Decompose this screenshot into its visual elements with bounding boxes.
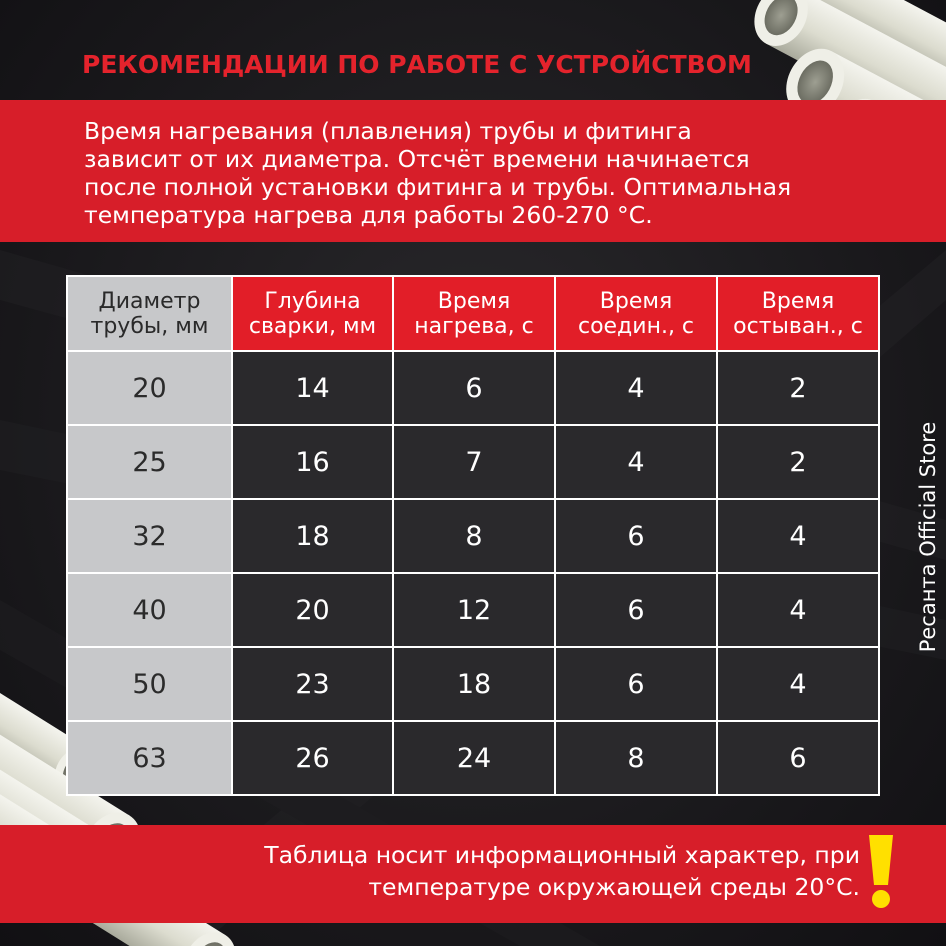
cell-weld-depth: 14	[232, 351, 393, 425]
header-line: Время	[761, 288, 835, 314]
table-row	[67, 721, 879, 795]
header-line: трубы, мм	[90, 313, 209, 339]
intro-line: после полной установки фитинга и трубы. Оптимальная	[84, 173, 792, 201]
intro-line: температура нагрева для работы 260-270 °С.	[84, 201, 653, 229]
header-weld-depth	[232, 276, 393, 351]
cell-weld-depth: 23	[232, 647, 393, 721]
cell-join-time: 8	[555, 721, 717, 795]
table-row	[67, 647, 879, 721]
cell-cool-time: 6	[717, 721, 879, 795]
cell-join-time: 6	[555, 499, 717, 573]
intro-line: Время нагревания (плавления) трубы и фитинга	[84, 117, 692, 145]
header-line: Глубина	[264, 288, 361, 314]
cell-heat-time: 7	[393, 425, 555, 499]
cell-heat-time: 8	[393, 499, 555, 573]
cell-join-time: 6	[555, 573, 717, 647]
header-line: соедин., с	[577, 313, 695, 339]
welding-parameters-table	[66, 275, 880, 796]
page-title: РЕКОМЕНДАЦИИ ПО РАБОТЕ С УСТРОЙСТВОМ	[82, 50, 752, 79]
header-line: Диаметр	[98, 288, 201, 314]
note-text	[160, 839, 860, 903]
table-row	[67, 425, 879, 499]
cell-diameter: 63	[67, 721, 232, 795]
cell-join-time: 4	[555, 351, 717, 425]
table-row	[67, 573, 879, 647]
exclamation-mark-icon	[866, 835, 896, 909]
table-row	[67, 351, 879, 425]
header-line: нагрева, с	[414, 313, 534, 339]
cell-diameter: 32	[67, 499, 232, 573]
header-diameter	[67, 276, 232, 351]
header-heat-time	[393, 276, 555, 351]
note-line: температуре окружающей среды 20°С.	[368, 873, 860, 901]
intro-text	[84, 117, 824, 229]
header-cool-time	[717, 276, 879, 351]
table-header-row	[67, 276, 879, 351]
cell-diameter: 20	[67, 351, 232, 425]
intro-line: зависит от их диаметра. Отсчёт времени начинается	[84, 145, 750, 173]
cell-diameter: 25	[67, 425, 232, 499]
cell-cool-time: 4	[717, 499, 879, 573]
cell-diameter: 50	[67, 647, 232, 721]
cell-diameter: 40	[67, 573, 232, 647]
header-join-time	[555, 276, 717, 351]
cell-weld-depth: 26	[232, 721, 393, 795]
cell-weld-depth: 16	[232, 425, 393, 499]
header-line: Время	[599, 288, 673, 314]
header-line: остыван., с	[733, 313, 863, 339]
cell-heat-time: 24	[393, 721, 555, 795]
cell-cool-time: 2	[717, 351, 879, 425]
store-label: Ресанта Official Store	[916, 421, 940, 653]
cell-heat-time: 12	[393, 573, 555, 647]
cell-weld-depth: 18	[232, 499, 393, 573]
header-line: сварки, мм	[248, 313, 377, 339]
cell-cool-time: 2	[717, 425, 879, 499]
cell-heat-time: 6	[393, 351, 555, 425]
cell-cool-time: 4	[717, 573, 879, 647]
header-line: Время	[437, 288, 511, 314]
cell-join-time: 6	[555, 647, 717, 721]
cell-cool-time: 4	[717, 647, 879, 721]
note-line: Таблица носит информационный характер, при	[264, 841, 860, 869]
cell-heat-time: 18	[393, 647, 555, 721]
cell-join-time: 4	[555, 425, 717, 499]
cell-weld-depth: 20	[232, 573, 393, 647]
table-row	[67, 499, 879, 573]
